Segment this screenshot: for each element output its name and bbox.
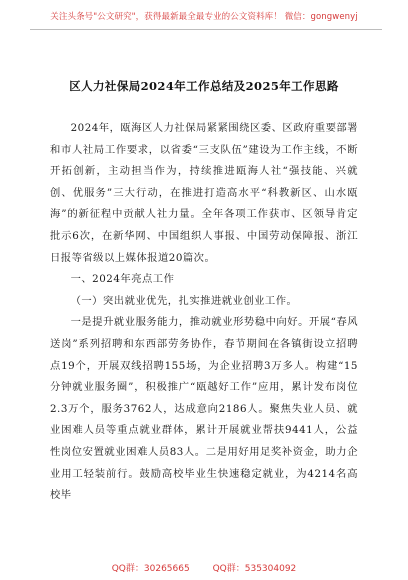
header-banner: 关注头条号"公文研究"，获得最新最全最专业的公文资料库！ 微信：gongwenyj xyxy=(50,12,358,22)
subsection-heading: （一）突出就业优先，扎实推进就业创业工作。 xyxy=(70,294,298,307)
header-divider xyxy=(30,29,382,30)
document-body xyxy=(50,118,358,507)
document-title: 区人力社保局2024年工作总结及2025年工作思路 xyxy=(69,79,339,93)
paragraph-intro: 2024年，瓯海区人力社保局紧紧围绕区委、区政府重要部署和市人社局工作要求，以省委“三支队伍”建设为工作主线，不断开拓创新，主动担当作为，持续推进瓯海人社“强技能、兴就创、优服务”三大行动，在推进打造高水平“科教新区、山水瓯海”的新征程中贡献人社力量。全年各项工作获市、区领导肯定批示6次，在新华网、中国组织人事报、中国劳动保障报、浙江日报等省级以上媒体报道20篇次。 xyxy=(50,122,358,264)
footer-qq-group-2: QQ群：535304092 xyxy=(212,564,297,574)
footer-contacts xyxy=(0,561,408,574)
section-heading: 一、2024年亮点工作 xyxy=(70,273,175,286)
paragraph-employment: 一是提升就业服务能力，推动就业形势稳中向好。开展“春风送岗”系列招聘和东西部劳务协作，春节期间在各镇街设立招聘点19个，开展双线招聘155场，为企业招聘3万多人。构建“15分钟就业服务圈”，积极推广“瓯越好工作”应用，累计发布岗位2.3万个，服务3762人，达成意向2186人。聚焦失业人员、就业困难人员等重点就业群体，累计开展就业帮扶9441人，公益性岗位安置就业困难人员83人。二是用好用足奖补资金，助力企业用工轻装前行。鼓励高校毕业生快速稳定就业，为4214名高校毕 xyxy=(50,316,358,502)
footer-qq-group-1: QQ群：30265665 xyxy=(111,564,190,574)
